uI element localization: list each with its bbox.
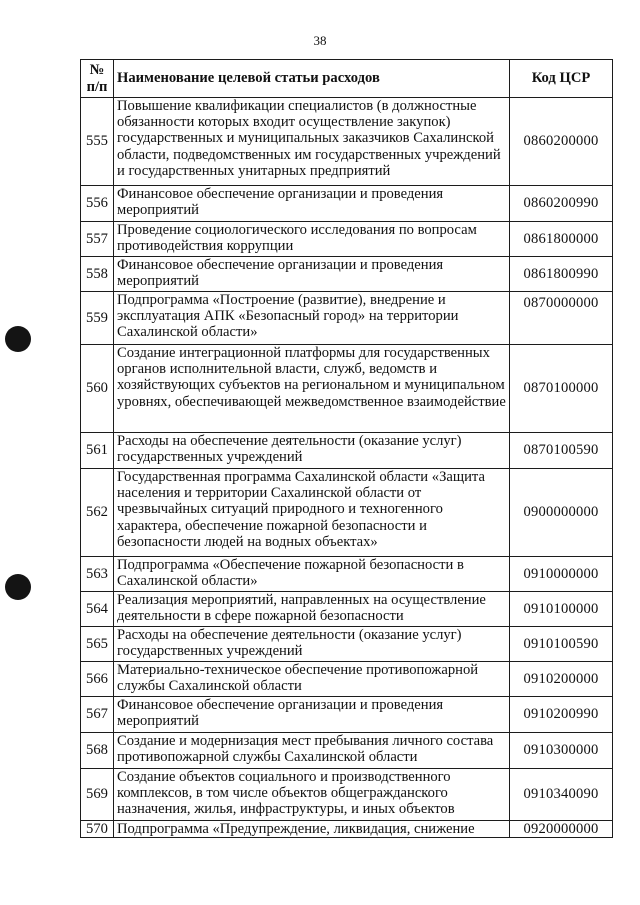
row-code: 0860200990 <box>510 186 613 222</box>
table-row <box>81 769 613 821</box>
row-code: 0910200000 <box>510 662 613 697</box>
table-row <box>81 821 613 838</box>
table-row <box>81 733 613 769</box>
row-code: 0910100590 <box>510 627 613 662</box>
row-code: 0870100590 <box>510 433 613 469</box>
row-number: 558 <box>81 257 114 292</box>
table-row <box>81 697 613 733</box>
budget-items-table <box>80 59 613 838</box>
row-number: 561 <box>81 433 114 469</box>
row-name: Расходы на обеспечение деятельности (оказание услуг) государственных учреждений <box>114 433 510 469</box>
table-row <box>81 222 613 257</box>
row-code: 0910340090 <box>510 769 613 821</box>
header-code: Код ЦСР <box>510 60 613 98</box>
row-code: 0910300000 <box>510 733 613 769</box>
table-row <box>81 592 613 627</box>
row-number: 568 <box>81 733 114 769</box>
row-number: 562 <box>81 469 114 557</box>
row-number: 556 <box>81 186 114 222</box>
table-row <box>81 98 613 186</box>
row-code: 0910000000 <box>510 557 613 592</box>
table-row <box>81 557 613 592</box>
row-name: Материально-техническое обеспечение противопожарной службы Сахалинской области <box>114 662 510 697</box>
table-row <box>81 433 613 469</box>
row-code: 0861800000 <box>510 222 613 257</box>
table-row <box>81 345 613 433</box>
row-number: 559 <box>81 292 114 345</box>
table-row <box>81 186 613 222</box>
row-number: 564 <box>81 592 114 627</box>
row-code: 0860200000 <box>510 98 613 186</box>
row-code: 0870000000 <box>510 292 613 345</box>
row-number: 570 <box>81 821 114 838</box>
row-code: 0920000000 <box>510 821 613 838</box>
header-number: № п/п <box>81 60 114 98</box>
table-row <box>81 627 613 662</box>
row-number: 569 <box>81 769 114 821</box>
row-code: 0910100000 <box>510 592 613 627</box>
row-name: Финансовое обеспечение организации и проведения мероприятий <box>114 697 510 733</box>
row-number: 560 <box>81 345 114 433</box>
row-code: 0861800990 <box>510 257 613 292</box>
header-name: Наименование целевой статьи расходов <box>114 60 510 98</box>
punch-hole-mark <box>5 326 31 352</box>
page-number: 38 <box>313 33 327 48</box>
row-number: 563 <box>81 557 114 592</box>
row-number: 557 <box>81 222 114 257</box>
punch-hole-mark <box>5 574 31 600</box>
row-code: 0900000000 <box>510 469 613 557</box>
row-name: Расходы на обеспечение деятельности (оказание услуг) государственных учреждений <box>114 627 510 662</box>
row-name: Создание интеграционной платформы для государственных органов исполнительной власти, служб, ведомств и хозяйствующих субъектов на региональном и муниципальном уровнях, обеспечивающей межведомственное взаимодействие <box>114 345 510 433</box>
row-number: 567 <box>81 697 114 733</box>
row-name: Финансовое обеспечение организации и проведения мероприятий <box>114 257 510 292</box>
row-name: Подпрограмма «Предупреждение, ликвидация, снижение <box>114 821 510 838</box>
row-code: 0870100000 <box>510 345 613 433</box>
table-row <box>81 662 613 697</box>
row-code: 0910200990 <box>510 697 613 733</box>
row-number: 555 <box>81 98 114 186</box>
row-name: Финансовое обеспечение организации и проведения мероприятий <box>114 186 510 222</box>
table-header-row <box>81 60 613 98</box>
row-name: Проведение социологического исследования по вопросам противодействия коррупции <box>114 222 510 257</box>
row-number: 565 <box>81 627 114 662</box>
row-name: Государственная программа Сахалинской области «Защита населения и территории Сахалинской области от чрезвычайных ситуаций природного и техногенного характера, обеспечение пожарной безопасности и безопасности людей на водных объектах» <box>114 469 510 557</box>
row-name: Создание и модернизация мест пребывания личного состава противопожарной службы Сахалинской области <box>114 733 510 769</box>
table-row <box>81 292 613 345</box>
table-row <box>81 469 613 557</box>
table-row <box>81 257 613 292</box>
row-name: Подпрограмма «Построение (развитие), внедрение и эксплуатация АПК «Безопасный город» на территории Сахалинской области» <box>114 292 510 345</box>
row-number: 566 <box>81 662 114 697</box>
row-name: Подпрограмма «Обеспечение пожарной безопасности в Сахалинской области» <box>114 557 510 592</box>
row-name: Реализация мероприятий, направленных на осуществление деятельности в сфере пожарной безопасности <box>114 592 510 627</box>
row-name: Создание объектов социального и производственного комплексов, в том числе объектов общегражданского назначения, жилья, инфраструктуры, и иных объектов <box>114 769 510 821</box>
row-name: Повышение квалификации специалистов (в должностные обязанности которых входит осуществление закупок) государственных и муниципальных заказчиков Сахалинской области, подведомственных им государственных учреждений и государственных унитарных предприятий <box>114 98 510 186</box>
